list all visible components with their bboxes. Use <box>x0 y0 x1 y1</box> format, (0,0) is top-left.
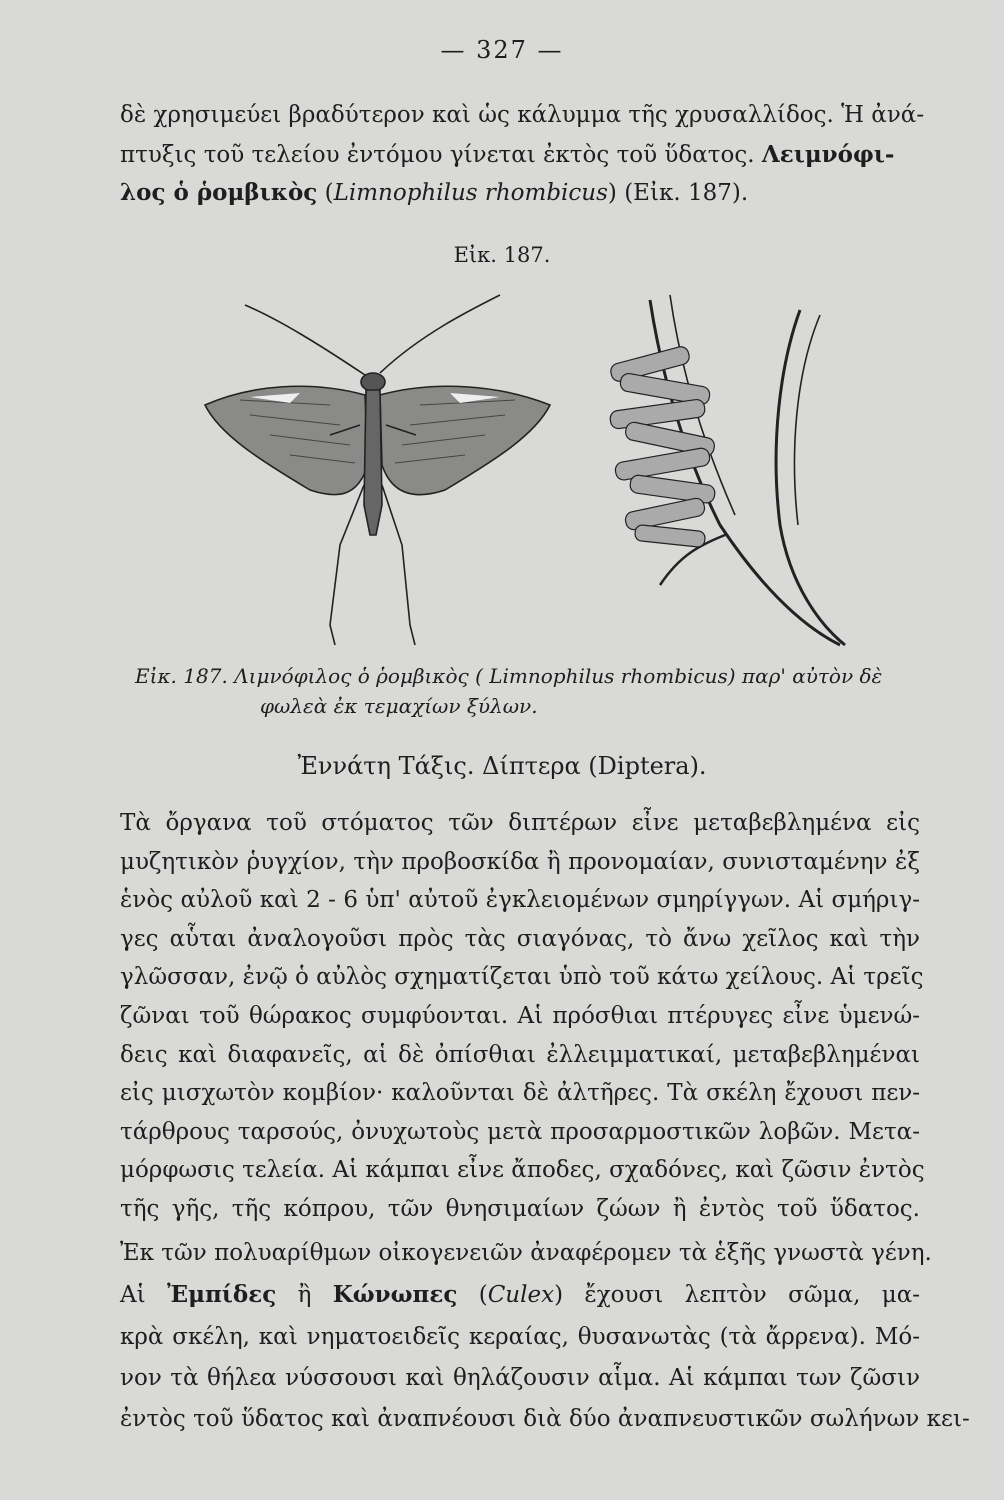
empides-bold: Ἐμπίδες <box>167 1281 277 1308</box>
figure-reference: ) (Εἰκ. 187). <box>607 180 749 206</box>
culex-line: Αἱ Ἐμπίδες ἢ Κώνωπες (Culex) ἔχουσι λεπτὸν σῶμα, μα- <box>120 1281 920 1308</box>
body-line: Τὰ ὄργανα τοῦ στόματος τῶν διπτέρων εἶνε μεταβεβλημένα εἰς <box>120 810 920 836</box>
konopes-bold: Κώνωπες <box>332 1281 458 1308</box>
page-number: — 327 — <box>440 36 564 64</box>
body-line: κρὰ σκέλη, καὶ νηματοειδεῖς κεραίας, θυσανωτὰς (τὰ ἄρρενα). Μό- <box>120 1324 920 1350</box>
body-line: τάρθρους ταρσούς, ὀνυχωτοὺς μετὰ προσαρμοστικῶν λοβῶν. Μετα- <box>120 1118 920 1145</box>
families-line: Ἐκ τῶν πολυαρίθμων οἰκογενειῶν ἀναφέρομεν τὰ ἑξῆς γνωστὰ γένη. <box>120 1240 932 1266</box>
culex-latin: Culex <box>487 1282 555 1308</box>
figure-caption-line-1: Εἰκ. 187. Λιμνόφιλος ὁ ῥομβικὸς ( Limnophilus rhombicus) παρ' αὐτὸν δὲ <box>135 664 883 688</box>
intro-line-1: δὲ χρησιμεύει βραδύτερον καὶ ὡς κάλυμμα τῆς χρυσαλλίδος. Ἡ ἀνά- <box>120 102 925 128</box>
figure-illustration <box>180 285 860 665</box>
intro-line-2 <box>120 140 920 170</box>
species-name-bold: λος ὁ ῥομβικὸς <box>120 179 318 206</box>
body-line: δεις καὶ διαφανεῖς, αἱ δὲ ὀπίσθιαι ἐλλειμματικαί, μεταβεβλημέναι <box>120 1041 920 1068</box>
intro-line-2-text: πτυξις τοῦ τελείου ἐντόμου γίνεται ἐκτὸς τοῦ ὕδατος. <box>120 142 755 168</box>
culex-rest: ἔχουσι λεπτὸν σῶμα, μα- <box>584 1282 920 1308</box>
larval-case <box>609 345 716 548</box>
body-line: ἑνὸς αὐλοῦ καὶ 2 - 6 ὑπ' αὐτοῦ ἐγκλειομένων σμηρίγγων. Αἱ σμήριγ- <box>120 887 920 914</box>
body-line: τῆς γῆς, τῆς κόπρου, τῶν θνησιμαίων ζώων ἢ ἐντὸς τοῦ ὕδατος. <box>120 1196 920 1222</box>
body-line: εἰς μισχωτὸν κομβίον· καλοῦνται δὲ ἀλτῆρες. Τὰ σκέλη ἔχουσι πεν- <box>120 1080 920 1107</box>
body-line: γες αὗται ἀναλογοῦσι πρὸς τὰς σιαγόνας, τὸ ἄνω χεῖλος καὶ τὴν <box>120 925 920 952</box>
body-line: ζῶναι τοῦ θώρακος συμφύονται. Αἱ πρόσθιαι πτέρυγες εἶνε ὑμενώ- <box>120 1003 920 1029</box>
genus-name-bold: Λειμνόφι- <box>761 141 895 168</box>
body-line: νον τὰ θήλεα νύσσουσι καὶ θηλάζουσιν αἷμα. Αἱ κάμπαι των ζῶσιν <box>120 1365 920 1391</box>
culex-mid: ἢ <box>297 1282 312 1308</box>
culex-pre: Αἱ <box>120 1282 146 1308</box>
figure-label: Εἰκ. 187. <box>453 243 551 267</box>
caddisfly-drawing <box>205 295 550 645</box>
figure-caption-line-2: φωλεὰ ἐκ τεμαχίων ξύλων. <box>260 694 538 718</box>
latin-name: Limnophilus rhombicus <box>333 180 608 206</box>
body-line: γλῶσσαν, ἐνῷ ὁ αὐλὸς σχηματίζεται ὑπὸ τοῦ κάτω χείλους. Αἱ τρεῖς <box>120 964 924 991</box>
body-line: μόρφωσις τελεία. Αἱ κάμπαι εἶνε ἄποδες, σχαδόνες, καὶ ζῶσιν ἐντὸς <box>120 1157 925 1184</box>
case-and-stem-drawing <box>609 295 845 645</box>
paren-open: ( <box>324 180 334 206</box>
body-line: ἐντὸς τοῦ ὕδατος καὶ ἀναπνέουσι διὰ δύο ἀναπνευστικῶν σωλήνων κει- <box>120 1406 970 1432</box>
section-heading: Ἐννάτη Τάξις. Δίπτερα (Diptera). <box>297 752 707 780</box>
intro-line-3 <box>120 178 920 208</box>
body-line: μυζητικὸν ῥυγχίον, τὴν προβοσκίδα ἢ προνομαίαν, συνισταμένην ἐξ <box>120 848 920 875</box>
